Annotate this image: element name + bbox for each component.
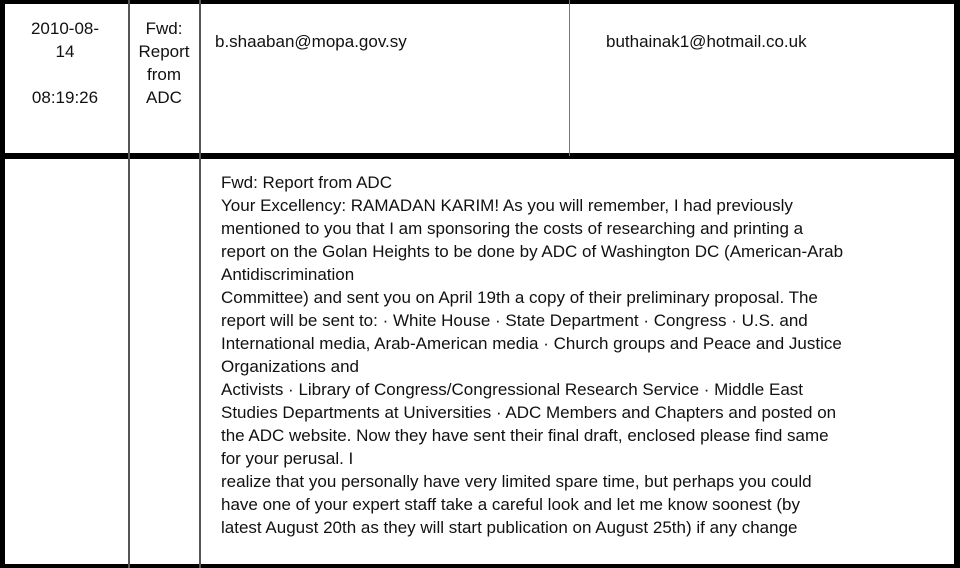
subject-line: Fwd: (145, 19, 183, 38)
time-value: 08:19:26 (31, 88, 99, 107)
header-bottom-border (0, 153, 960, 159)
date-cell (10, 17, 120, 109)
from-address: b.shaaban@mopa.gov.sy (215, 32, 407, 51)
body-line: Antidiscrimination (221, 265, 355, 284)
body-line: latest August 20th as they will start publication on August 25th) if any change (221, 518, 798, 537)
body-line: report on the Golan Heights to be done by ADC of Washington DC (American-Arab (221, 242, 844, 261)
column-divider-subject (199, 0, 201, 568)
to-address: buthainak1@hotmail.co.uk (606, 32, 807, 51)
body-line: mentioned to you that I am sponsoring the costs of researching and printing a (221, 219, 804, 238)
body-line: Committee) and sent you on April 19th a copy of their preliminary proposal. The (221, 288, 818, 307)
body-line: have one of your expert staff take a careful look and let me know soonest (by (221, 495, 800, 514)
body-line: Fwd: Report from ADC (221, 173, 392, 192)
body-line: realize that you personally have very limited spare time, but perhaps you could (221, 472, 812, 491)
body-line: International media, Arab-American media · Church groups and Peace and Justice (221, 334, 842, 353)
date-line-2: 14 (55, 42, 75, 61)
message-body (221, 171, 946, 539)
date-line-1: 2010-08- (30, 19, 100, 38)
column-divider-from (569, 0, 570, 156)
subject-line: ADC (146, 88, 182, 107)
subject-line: from (147, 65, 181, 84)
body-line: Organizations and (221, 357, 359, 376)
body-line: the ADC website. Now they have sent their final draft, enclosed please find same (221, 426, 829, 445)
right-border (954, 0, 960, 568)
subject-cell (130, 17, 198, 109)
body-line: Your Excellency: RAMADAN KARIM! As you will remember, I had previously (221, 196, 793, 215)
subject-line: Report (138, 42, 190, 61)
body-line: Activists · Library of Congress/Congressional Research Service · Middle East (221, 380, 804, 399)
body-line: Studies Departments at Universities · ADC Members and Chapters and posted on (221, 403, 837, 422)
top-border (0, 0, 960, 4)
left-border (0, 0, 5, 568)
body-line: report will be sent to: · White House · State Department · Congress · U.S. and (221, 311, 808, 330)
body-line: for your perusal. I (221, 449, 354, 468)
bottom-border (0, 564, 960, 568)
